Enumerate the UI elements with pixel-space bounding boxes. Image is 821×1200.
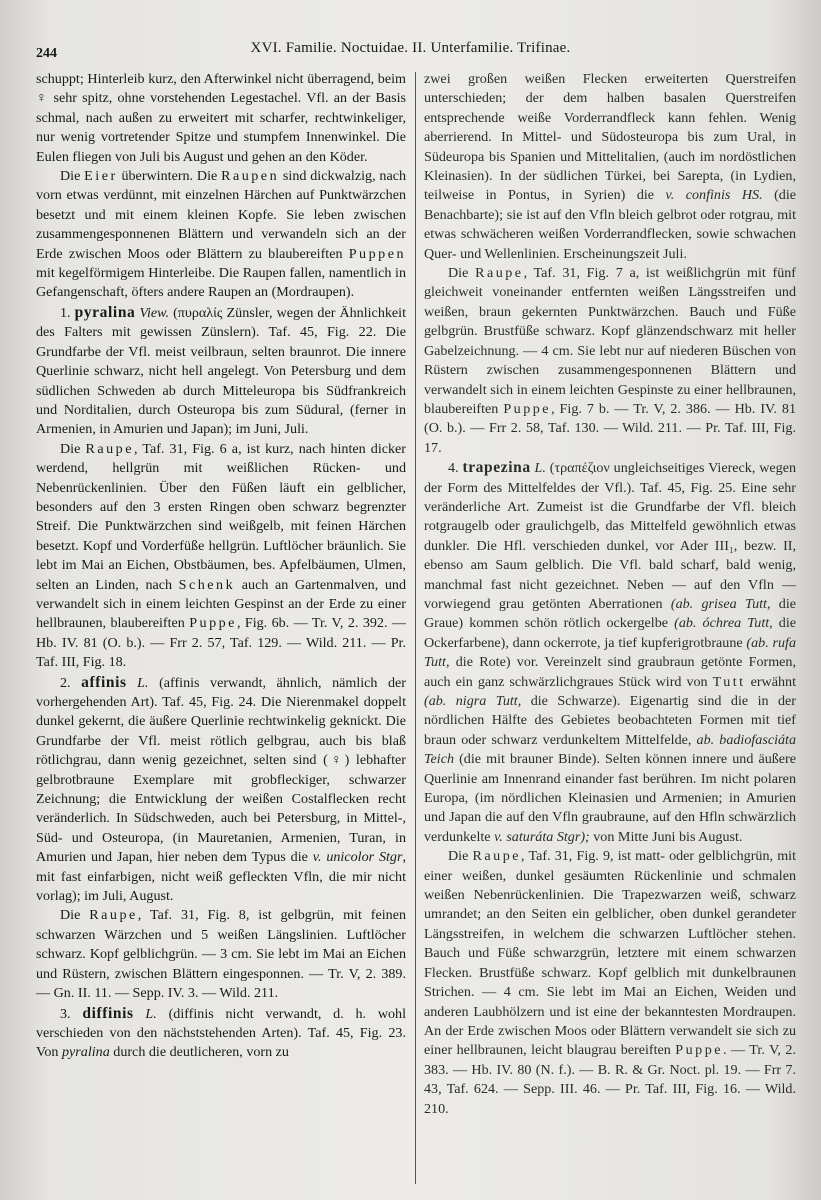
- diffinis-continuation-paragraph: zwei großen weißen Flecken erweiterten Querstreifen unterschieden; der dem halben basalen Querstreifen entsprechende weiße Vorderrandfleck kann fehlen. Wenig aberrierend. In Mittel- und Südosteuropa bis zum Ural, in Südeuropa bis Spanien und Mittelitalien, (auch im nordöstlichen Kleinasien). In der südlichen Türkei, bei Sarepta, (in Lydien, teilweise in Pontus, in Syrien) die v. confinis HS. (die Benachbarte); sie ist auf den Vfln bleich gelbrot oder rotgrau, mit etwas schwächeren weißen Vorderrandflecken, sowie schwachen Quer- und Wellenlinien. Erscheinungszeit Juli.: [424, 71, 796, 262]
- species-name: pyralina: [74, 303, 136, 321]
- column-divider: [415, 72, 416, 1184]
- larva-paragraph-affinis: Die Raupe, Taf. 31, Fig. 8, ist gelbgrün, mit feinen schwarzen Wärzchen und 5 weißen Längslinien. Luftlöcher schwarz. Kopf gelblichgrün. — 3 cm. Sie lebt im Mai an Eichen und Rüstern, zwischen Blättern eingesponnen. — Tr. V, 2. 389. — Gn. II. 11. — Sepp. IV. 3. — Wild. 211.: [36, 907, 406, 1002]
- species-name: trapezina: [462, 459, 531, 477]
- species-entry-trapezina: 4. trapezina L. (τραπέζιον ungleichseitiges Viereck, wegen der Form des Mittelfeldes der Vfl.). Taf. 45, Fig. 25. Eine sehr veränderliche Art. Zumeist ist die Grundfarbe der Vfl. bleich rotgraugelb oder graulichgelb, das Mittelfeld gewöhnlich etwas dunkler. Die Hfl. verschieden dunkel, vor Ader III₁, bezw. II, ebenso am Saum gelblich. Die Vfl. bald scharf, bald wenig, manchmal fast nicht gezeichnet. Neben — auf den Vfln — vorwiegend grau getönten Aberrationen (ab. grisea Tutt, die Graue) kommen schön rötlich ockergelbe (ab. óchrea Tutt, die Ockerfarbene), dann ockerrote, ja tief kupferigrotbraune (ab. rufa Tutt, die Rote) vor. Vereinzelt sind graubraun getönte Formen, auch ein ganz schwärzlichgraues Stück wird von Tutt erwähnt (ab. nigra Tutt, die Schwarze). Eigenartig sind die in der nördlichen Hälfte des Gebietes beobachteten Formen mit tief braun oder schwarz verdunkeltem Mittelfelde, ab. badiofasciáta Teich (die mit brauner Binde). Selten können innere und äußere Querlinie am Innenrand einander fast berühren. Im nicht polaren Europa, (im nördlichen Kleinasien und Armenien; in Amurien und Japan die auf den Vfln graubraune, auf den Hfln schwärzlich verdunkelte v. saturáta Stgr); von Mitte Juni bis August.: [424, 459, 796, 845]
- right-column: [424, 70, 796, 1190]
- running-head: XVI. Familie. Noctuidae. II. Unterfamilie. Trifinae.: [250, 40, 571, 56]
- species-entry-pyralina: 1. pyralina View. (πυραλίς Zünsler, wegen der Ähnlichkeit des Falters mit gewissen Zünslern). Taf. 45, Fig. 22. Die Grundfarbe der Vfl. meist veilbraun, selten braunrot. Die innere Querlinie schwarz, nicht hell angelegt. Von Petersburg und dem südlichen Schweden ab durch Mitteleuropa bis Südfrankreich und Norditalien, durch Osteuropa bis zum Südural, (ferner in Armenien, in Amurien und Japan); im Juni, Juli.: [36, 303, 406, 438]
- species-name: diffinis: [82, 1004, 134, 1022]
- species-name: affinis: [81, 673, 127, 691]
- page-number: 244: [36, 46, 57, 61]
- larva-paragraph-pyralina: Die Raupe, Taf. 31, Fig. 6 a, ist kurz, nach hinten dicker werdend, hellgrün mit weißlichen Rücken- und Nebenrückenlinien. Über den Füßen läuft ein gelblicher, besonders auf den 3 ersten Ringen oben schwarz begrenzter Streif. Die Punktwärzchen sind weißgelb, mit feinen Härchen besetzt. Kopf und Vorderfüße hellgrün. Luftlöcher bräunlich. Sie lebt im Mai an Eichen, Obstbäumen, bes. Apfelbäumen, Ulmen, selten an Linden, nach Schenk auch an Gartenmalven, und verwandelt sich in einem leichten Gespinst an der Erde zu einer hellbraunen, blaubereiften Puppe, Fig. 6b. — Tr. V, 2. 392. — Hb. IV. 81 (O. b.). — Frr 2. 57, Taf. 129. — Wild. 211. — Pr. Taf. III, Fig. 18.: [36, 440, 406, 671]
- larva-paragraph-trapezina: Die Raupe, Taf. 31, Fig. 9, ist matt- oder gelblichgrün, mit einer weißen, dunkel gesäumten Rückenlinie und schmalen weißen Nebenrückenlinien. Die Trapezwarzen weiß, schwarz umrandet; an den Seiten ein gelblicher, oben dunkel gerandeter Längsstreifen, in welchem die schwarzen Luftlöcher stehen. Bauch und Füße schwarzgrün, letztere mit einem schwarzen Flecken. Brustfüße schwarz. Kopf gelblich mit dunkelbraunen Strichen. — 4 cm. Sie lebt im Mai an Eichen, Weiden und anderen Laubhölzern und ist eine der bekanntesten Mordraupen. An der Erde zwischen Moos oder Blättern verwandelt sie sich zu einer hellbraunen, leicht blaugrau bereiften Puppe. — Tr. V, 2. 383. — Hb. IV. 80 (N. f.). — B. R. & Gr. Noct. pl. 19. — Frr 7. 43, Taf. 624. — Sepp. III. 46. — Pr. Taf. III, Fig. 16. — Wild. 210.: [424, 848, 796, 1117]
- species-entry-affinis: 2. affinis L. (affinis verwandt, ähnlich, nämlich der vorhergehenden Art). Taf. 45, Fig. 24. Die Nierenmakel doppelt dunkel gekernt, die äußere Querlinie rechtwinkelig geknickt. Die Grundfarbe der Vfl. meist rötlich gelbgrau, auch bis blaß rötlichgrau, dann wenig gezeichnet, selten sind (♀) lebhafter gelbrotbraune Exemplare mit grobfleckiger, schwarzer Zeichnung; die Entwicklung der weißen Costalflecken recht veränderlich. In Südschweden, auch bei Petersburg, in Mittel-, Süd- und Osteuropa, (in Mauretanien, Armenien, Turan, in Amurien und Japan, hier neben dem Typus die v. unicolor Stgr, mit fast einfarbigen, nicht weiß gefleckten Vfln, die mir nicht vorlag); im Juli, August.: [36, 673, 406, 905]
- genus-description-paragraph: schuppt; Hinterleib kurz, den Afterwinkel nicht überragend, beim ♀ sehr spitz, ohne vorstehenden Legestachel. Vfl. an der Basis schmal, nach außen zu erweitert mit scharfer, rechtwinkeliger, nur wenig vortretender Spitze und stumpfem Innenwinkel. Die Eulen fliegen von Juli bis August und gehen an den Köder.: [36, 71, 406, 165]
- life-cycle-paragraph: Die Eier überwintern. Die Raupen sind dickwalzig, nach vorn etwas verdünnt, mit einzelnen Härchen auf Punktwärzchen besetzt und mit einem kleinen Kopfe. Sie leben zwischen zusammengesponnenen Blättern und verwandeln sich an der Erde zwischen Moos oder Blättern zu blaubereiften Puppen mit kegelförmigem Hinterleibe. Die Raupen fallen, namentlich in Gefangenschaft, öfters andere Raupen an (Mordraupen).: [36, 168, 406, 301]
- larva-paragraph-diffinis: Die Raupe, Taf. 31, Fig. 7 a, ist weißlichgrün mit fünf gleichweit voneinander entfernten weißen Längsstreifen und weißen, braun gekernten Punktwärzchen. Bauch und Füße gelbgrün. Brustfüße schwarz. Kopf glänzendschwarz mit heller Gabelzeichnung. — 4 cm. Sie lebt nur auf niederen Büschen von Rüstern zwischen zusammengesponnenen Blättern und verwandelt sich in einem leichten Gespinste zu einer hellbraunen, blaubereiften Puppe, Fig. 7 b. — Tr. V, 2. 386. — Hb. IV. 81 (O. b.). — Frr 2. 58, Taf. 130. — Wild. 211. — Pr. Taf. III, Fig. 17.: [424, 265, 796, 456]
- left-column: [36, 70, 406, 1190]
- species-entry-diffinis: 3. diffinis L. (diffinis nicht verwandt, d. h. wohl verschieden von den nächststehenden Arten). Taf. 45, Fig. 23. Von pyralina durch die deutlicheren, vorn zu: [36, 1004, 406, 1061]
- page-header: [36, 40, 785, 64]
